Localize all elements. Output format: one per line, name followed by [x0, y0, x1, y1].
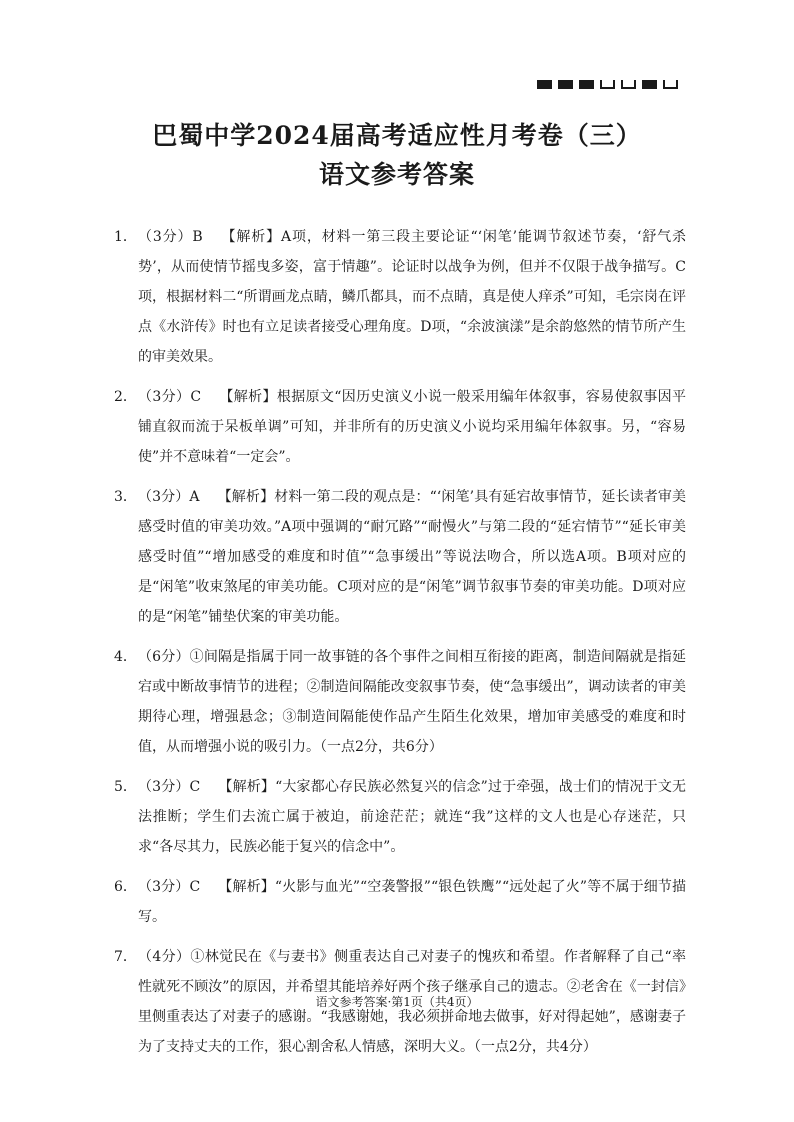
answer-score: （6分） — [138, 649, 190, 665]
answer-item-4 — [100, 642, 686, 762]
answer-item-6 — [100, 872, 686, 932]
answer-list — [100, 222, 686, 1072]
answer-body: 根据原文“因历史演义小说一般采用编年体叙事，容易使叙事因平铺直叙而流于呆板单调”可知，并非所有的历史演义小说均采用编年体叙事。另，“容易使”并不意味着“一定会”。 — [138, 389, 687, 465]
answer-score: （4分） — [138, 949, 191, 965]
answer-label: 【解析】 — [220, 229, 282, 245]
answer-text — [138, 642, 686, 762]
answer-body: “火影与血光”“空袭警报”“银色铁鹰”“远处起了火”等不属于细节描写。 — [138, 879, 687, 925]
answer-item-3 — [100, 482, 686, 632]
code-mark-filled — [579, 80, 594, 89]
code-mark-open — [621, 80, 636, 89]
answer-number: 1． — [114, 229, 137, 245]
answer-number: 5． — [114, 779, 137, 795]
answer-text — [138, 222, 686, 372]
answer-score: （3分）C — [138, 389, 202, 405]
answer-text — [138, 872, 686, 932]
answer-number: 7． — [114, 949, 137, 965]
answer-text — [138, 382, 686, 472]
code-mark-filled — [642, 80, 657, 89]
answer-score: （3分）C — [138, 879, 201, 895]
answer-label: 【解析】 — [218, 779, 276, 795]
answer-body: 材料一第二段的观点是：“‘闲笔’具有延宕故事情节，延长读者审美感受时值的审美功效。”A项中强调的“耐冗路”“耐慢火”与第二段的“延宕情节”“延长审美感受时值”“增加感受的难度和时值”“急事缓出”等说法吻合，所以选A项。B项对应的是“闲笔”收束煞尾的审美功能。C项对应的是“闲笔”调节叙事节奏的审美功能。D项对应的是“闲笔”铺垫伏案的审美功能。 — [138, 489, 687, 625]
answer-text — [138, 482, 686, 632]
answer-number: 6． — [114, 879, 137, 895]
answer-item-5 — [100, 772, 686, 862]
answer-item-1 — [100, 222, 686, 372]
answer-text — [138, 772, 686, 862]
answer-label: 【解析】 — [217, 489, 275, 505]
page-title: 巴蜀中学2024届高考适应性月考卷（三） — [152, 121, 642, 150]
page-subtitle: 语文参考答案 — [318, 160, 475, 189]
page-footer: 语文参考答案·第1页（共4页） — [315, 995, 479, 1009]
answer-body: ①间隔是指属于同一故事链的各个事件之间相互衔接的距离，制造间隔就是指延宕或中断故事情节的进程；②制造间隔能改变叙事节奏，使“急事缓出”，调动读者的审美期待心理，增强悬念；③制造间隔能使作品产生陌生化效果，增加审美感受的难度和时值，从而增强小说的吸引力。（一点2分，共6分） — [138, 649, 686, 755]
answer-number: 2． — [114, 389, 137, 405]
code-mark-filled — [537, 80, 552, 89]
answer-number: 4． — [114, 649, 137, 665]
code-mark-open — [600, 80, 615, 89]
answer-body: “大家都心存民族必然复兴的信念”过于牵强，战士们的情况于文无法推断；学生们去流亡属于被迫，前途茫茫；就连“我”这样的文人也是心存迷茫，只求“各尽其力，民族必能于复兴的信念中”。 — [138, 779, 686, 855]
answer-label: 【解析】 — [219, 389, 277, 405]
answer-body: ①林觉民在《与妻书》侧重表达自己对妻子的愧疚和希望。作者解释了自己“率性就死不顾汝”的原因，并希望其能培养好两个孩子继承自己的遗志。②老舍在《一封信》里侧重表达了对妻子的感谢。“我感谢她，我必须拼命地去做事，好对得起她”，感谢妻子为了支持丈夫的工作，狠心割舍私人情感，深明大义。（一点2分，共4分） — [138, 949, 686, 1055]
answer-item-2 — [100, 382, 686, 472]
code-mark-open — [663, 80, 678, 89]
answer-score: （3分）B — [138, 229, 203, 245]
code-mark-filled — [558, 80, 573, 89]
answer-score: （3分）C — [138, 779, 201, 795]
document-code-marks — [537, 80, 678, 89]
answer-score: （3分）A — [138, 489, 200, 505]
answer-label: 【解析】 — [218, 879, 275, 895]
answer-body: A项，材料一第三段主要论证“‘闲笔’能调节叙述节奏，‘舒气杀势’，从而使情节摇曳多姿，富于情趣”。论证时以战争为例，但并不仅限于战争描写。C项，根据材料二“所谓画龙点睛，鳞爪都具，而不点睛，真是使人痒杀”可知，毛宗岗在评点《水浒传》时也有立足读者接受心理角度。D项，“余波演漾”是余韵悠然的情节所产生的审美效果。 — [138, 229, 687, 365]
answer-number: 3． — [114, 489, 137, 505]
